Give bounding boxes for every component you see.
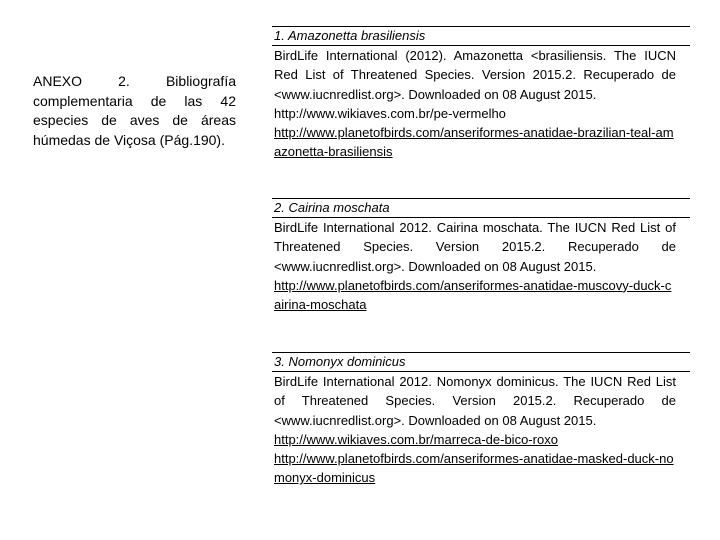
reference-link[interactable]: http://www.planetofbirds.com/anseriformes-anatidae-muscovy-duck-cairina-moschata <box>274 277 672 313</box>
reference-title: 1. Amazonetta brasiliensis <box>272 26 690 46</box>
reference-title: 3. Nomonyx dominicus <box>272 352 690 372</box>
annex-label: ANEXO <box>33 73 83 89</box>
reference-body <box>272 46 690 162</box>
reference-entry-1 <box>272 26 690 162</box>
annex-heading-lead <box>33 72 236 92</box>
reference-citation: BirdLife International 2012. Nomonyx dominicus. The IUCN Red List of Threatened Species. Version 2015.2. Recuperado de <www.iucnredlist.org>. Downloaded on 08 August 2015. <box>274 374 676 428</box>
reference-link[interactable]: http://www.planetofbirds.com/anseriformes-anatidae-brazilian-teal-amazonetta-brasiliensis <box>274 125 674 160</box>
reference-citation: BirdLife International 2012. Cairina moschata. The IUCN Red List of Threatened Species. Version 2015.2. Recuperado de <www.iucnredlist.org>. Downloaded on 08 August 2015. <box>274 220 676 274</box>
reference-link[interactable]: http://www.planetofbirds.com/anseriformes-anatidae-masked-duck-nomonyx-dominicus <box>274 451 674 486</box>
reference-citation: BirdLife International (2012). Amazonetta <brasiliensis. The IUCN Red List of Threatened Species. Version 2015.2. Recuperado de <www.iucnredlist.org>. Downloaded on 08 August 2015. <box>274 48 676 102</box>
reference-entry-2 <box>272 198 690 314</box>
annex-title-rest: complementaria de las 42 especies de aves de áreas húmedas de Viçosa (Pág.190). <box>33 92 236 148</box>
reference-entry-3 <box>272 352 690 488</box>
reference-link[interactable]: http://www.wikiaves.com.br/pe-vermelho <box>274 105 506 121</box>
reference-title: 2. Cairina moschata <box>272 198 690 218</box>
annex-number: 2. <box>118 73 130 89</box>
reference-body <box>272 372 690 488</box>
reference-body <box>272 218 690 314</box>
annex-heading <box>33 72 236 150</box>
annex-title-first-word: Bibliografía <box>165 73 236 89</box>
reference-link[interactable]: http://www.wikiaves.com.br/marreca-de-bico-roxo <box>274 431 558 447</box>
